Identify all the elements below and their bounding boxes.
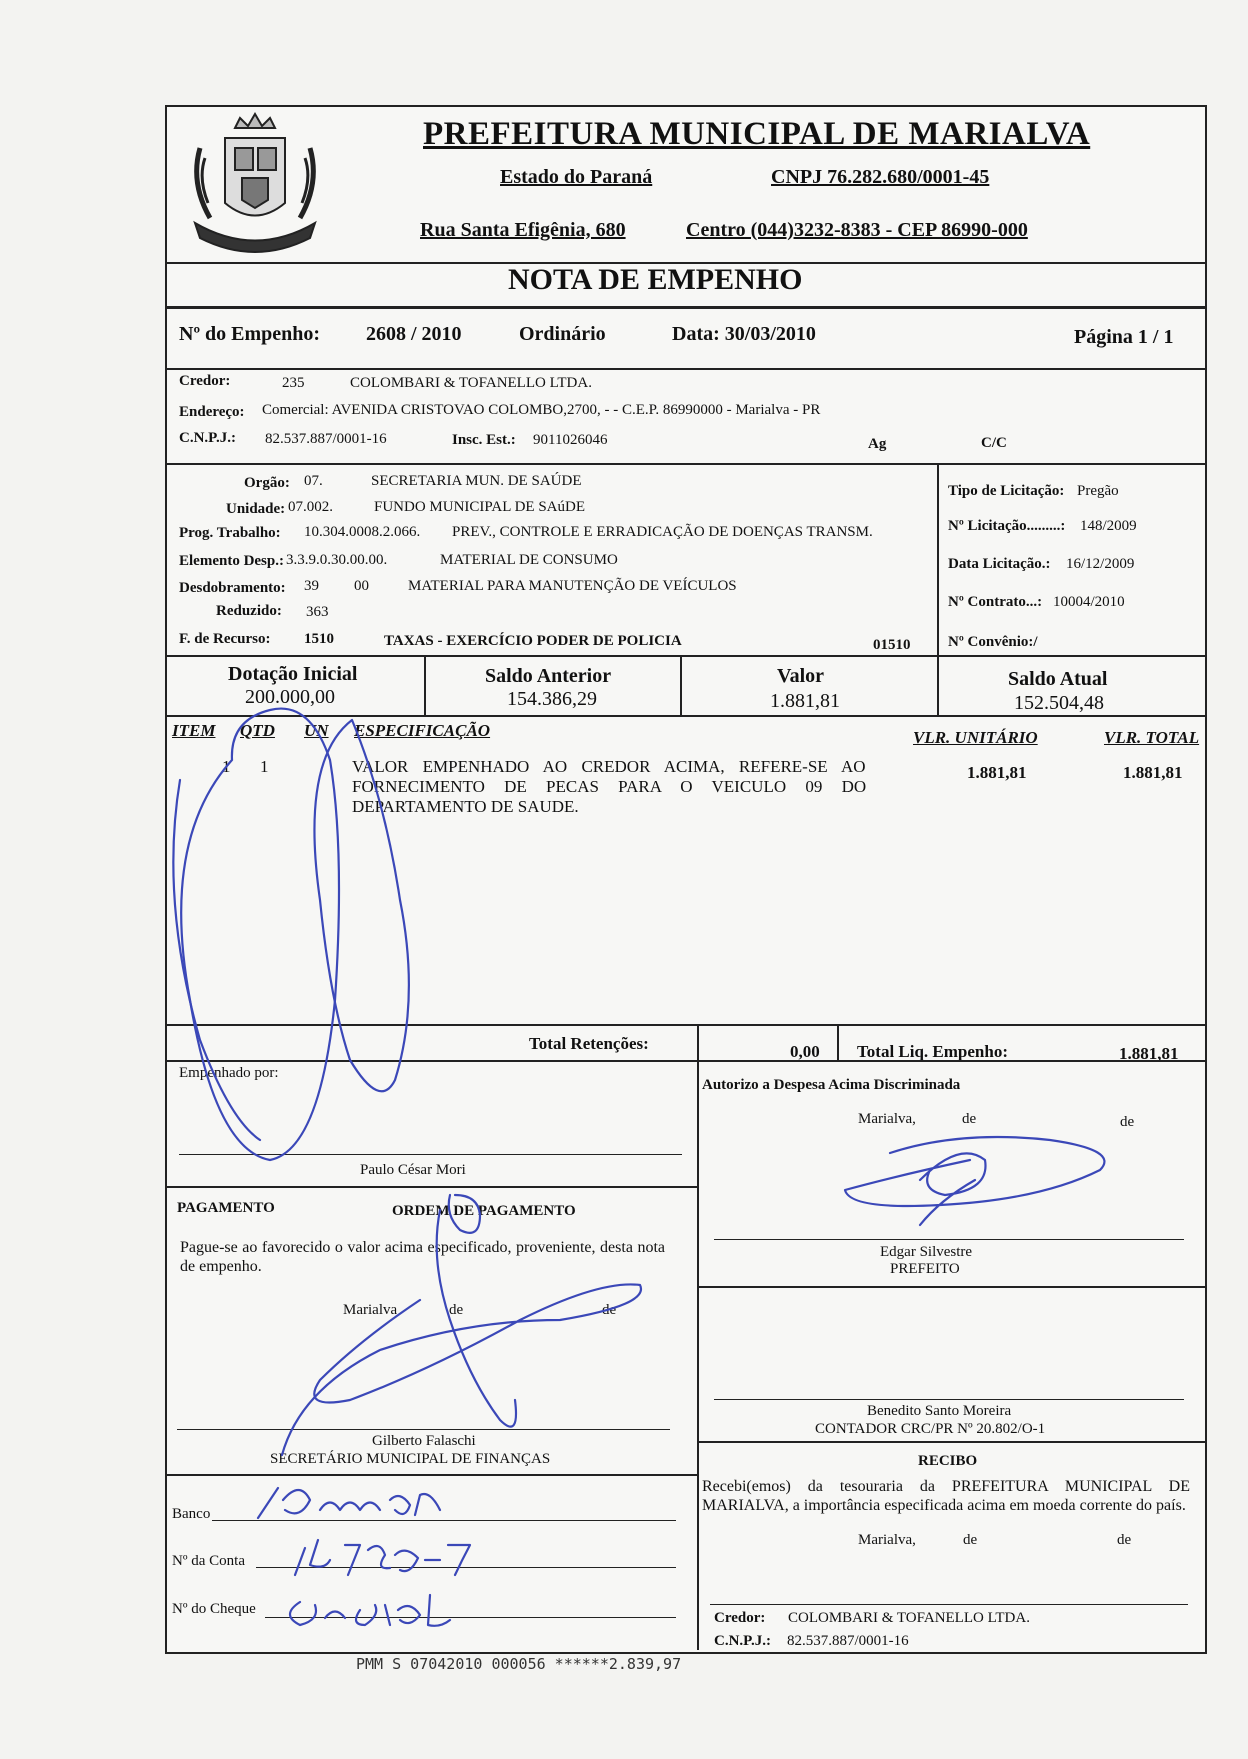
recurso-number: 01510	[873, 637, 911, 653]
prog-code: 10.304.0008.2.066.	[304, 524, 421, 540]
cnpj-label: C.N.P.J.:	[179, 430, 236, 446]
orgao-name: SECRETARIA MUN. DE SAÚDE	[371, 473, 582, 489]
loop-stroke	[314, 720, 408, 1091]
contrato-value: 10004/2010	[1053, 594, 1125, 610]
prefeito-title: PREFEITO	[890, 1261, 960, 1277]
numero-licitacao-label: Nº Licitação.........:	[948, 518, 1066, 534]
pagamento-text: Pague-se ao favorecido o valor acima especificado, proveniente, desta nota de empenho.	[180, 1239, 665, 1275]
payment-stamp: PMM S 07042010 000056 ******2.839,97	[356, 1655, 682, 1673]
unidade-label: Unidade:	[226, 501, 286, 517]
credor-code: 235	[282, 375, 305, 391]
loop-stroke	[181, 709, 339, 1160]
empenho-type: Ordinário	[519, 323, 606, 345]
item-unit-value: 1.881,81	[967, 763, 1027, 782]
convenio-label: Nº Convênio:/	[948, 634, 1038, 650]
recurso-label: F. de Recurso:	[179, 631, 271, 647]
autorizo-de-1: de	[962, 1111, 977, 1127]
total-liquido-label: Total Liq. Empenho:	[857, 1042, 1008, 1061]
elemento-code: 3.3.9.0.30.00.00.	[286, 552, 388, 568]
empenho-number: 2608 / 2010	[366, 323, 462, 345]
header-contact: Centro (044)3232-8383 - CEP 86990-000	[686, 219, 1028, 241]
pagamento-marialva: Marialva	[343, 1302, 398, 1318]
empenhado-por-name: Paulo César Mori	[360, 1162, 466, 1178]
cheque-handwriting	[290, 1595, 450, 1626]
desdobramento-label: Desdobramento:	[179, 580, 286, 596]
desdobramento-code2: 00	[354, 578, 369, 594]
conta-label: Nº da Conta	[172, 1553, 245, 1569]
tipo-licitacao-label: Tipo de Licitação:	[948, 483, 1065, 499]
retencoes-label: Total Retenções:	[529, 1034, 649, 1053]
col-vlr-unitario-header: VLR. UNITÁRIO	[913, 728, 1038, 747]
recibo-de-1: de	[963, 1532, 978, 1548]
endereco-value: Comercial: AVENIDA CRISTOVAO COLOMBO,2700, - - C.E.P. 86990000 - Marialva - PR	[262, 402, 821, 418]
secretario-name: Gilberto Falaschi	[372, 1433, 476, 1449]
item-qtd: 1	[260, 757, 269, 776]
desdobramento-name: MATERIAL PARA MANUTENÇÃO DE VEÍCULOS	[408, 578, 737, 594]
saldo-atual-value: 152.504,48	[1014, 692, 1104, 714]
item-total-value: 1.881,81	[1123, 763, 1183, 782]
orgao-label: Orgão:	[244, 475, 290, 491]
data-licitacao-label: Data Licitação.:	[948, 556, 1051, 572]
header-address: Rua Santa Efigênia, 680	[420, 219, 626, 241]
item-number: 1	[222, 757, 231, 776]
recibo-credor-name: COLOMBARI & TOFANELLO LTDA.	[788, 1610, 1030, 1626]
ag-label: Ag	[868, 436, 887, 452]
secretario-signature	[282, 1210, 641, 1455]
prog-label: Prog. Trabalho:	[179, 525, 281, 541]
recibo-credor-label: Credor:	[714, 1610, 766, 1626]
saldo-anterior-label: Saldo Anterior	[485, 665, 612, 687]
recibo-cnpj-label: C.N.P.J.:	[714, 1633, 771, 1649]
elemento-label: Elemento Desp.:	[179, 553, 284, 569]
page-title: PREFEITURA MUNICIPAL DE MARIALVA	[423, 116, 1091, 152]
recibo-label: RECIBO	[918, 1453, 978, 1469]
valor-value: 1.881,81	[770, 690, 840, 712]
recibo-cnpj-value: 82.537.887/0001-16	[787, 1633, 909, 1649]
col-vlr-total-header: VLR. TOTAL	[1104, 728, 1200, 747]
valor-label: Valor	[777, 665, 825, 687]
reduzido-value: 363	[306, 604, 329, 620]
empenho-date: Data: 30/03/2010	[672, 323, 816, 345]
retencoes-value: 0,00	[790, 1042, 820, 1061]
autorizo-text: Autorizo a Despesa Acima Discriminada	[702, 1077, 961, 1093]
cheque-label: Nº do Cheque	[172, 1601, 256, 1617]
empenhado-por-label: Empenhado por:	[179, 1065, 279, 1081]
state-name: Estado do Paraná	[500, 166, 653, 188]
page-number: Página 1 / 1	[1074, 326, 1174, 348]
conta-handwriting	[295, 1540, 470, 1575]
item-desc-line3: DEPARTAMENTO DE SAUDE.	[352, 797, 579, 816]
col-item-header: ITEM	[172, 721, 216, 740]
recibo-text: Recebi(emos) da tesouraria da PREFEITURA MUNICIPAL DE MARIALVA, a importância especificada acima em moeda corrente do país.	[702, 1478, 1190, 1514]
pagamento-label: PAGAMENTO	[177, 1200, 275, 1216]
credor-name: COLOMBARI & TOFANELLO LTDA.	[350, 375, 592, 391]
dotacao-value: 200.000,00	[245, 686, 335, 708]
pagamento-de-2: de	[602, 1302, 617, 1318]
recurso-code: 1510	[304, 631, 334, 647]
saldo-atual-label: Saldo Atual	[1008, 668, 1108, 690]
saldo-anterior-value: 154.386,29	[507, 688, 597, 710]
dotacao-label: Dotação Inicial	[228, 663, 358, 685]
reduzido-label: Reduzido:	[216, 603, 282, 619]
col-especificacao-header: ESPECIFICAÇÃO	[354, 721, 491, 740]
contador-title: CONTADOR CRC/PR Nº 20.802/O-1	[815, 1421, 1046, 1437]
total-liquido-value: 1.881,81	[1119, 1044, 1179, 1063]
recibo-marialva: Marialva,	[858, 1532, 916, 1548]
header-cnpj: CNPJ 76.282.680/0001-45	[771, 166, 990, 188]
contrato-label: Nº Contrato...:	[948, 594, 1043, 610]
banco-handwriting	[258, 1488, 440, 1518]
ordem-pagamento-label: ORDEM DE PAGAMENTO	[392, 1203, 576, 1219]
endereco-label: Endereço:	[179, 404, 245, 420]
col-un-header: UN	[304, 721, 329, 740]
secretario-title: SECRETÁRIO MUNICIPAL DE FINANÇAS	[270, 1451, 551, 1467]
item-desc-line2: FORNECIMENTO DE PECAS PARA O VEICULO 09 DO	[352, 777, 867, 796]
orgao-code: 07.	[304, 473, 323, 489]
loop-stroke	[173, 780, 260, 1140]
credor-cnpj: 82.537.887/0001-16	[265, 431, 387, 447]
insc-label: Insc. Est.:	[452, 432, 516, 448]
ordem-circle	[449, 1195, 480, 1233]
numero-licitacao-value: 148/2009	[1080, 518, 1137, 534]
autorizo-marialva: Marialva,	[858, 1111, 916, 1127]
tipo-licitacao-value: Pregão	[1077, 483, 1119, 499]
empenho-number-label: Nº do Empenho:	[179, 323, 321, 345]
prog-name: PREV., CONTROLE E ERRADICAÇÃO DE DOENÇAS TRANSM.	[452, 524, 873, 540]
recurso-name: TAXAS - EXERCÍCIO PODER DE POLICIA	[384, 633, 682, 649]
unidade-name: FUNDO MUNICIPAL DE SAúDE	[374, 499, 585, 515]
cc-label: C/C	[981, 435, 1007, 451]
pagamento-de-1: de	[449, 1302, 464, 1318]
credor-label: Credor:	[179, 373, 231, 389]
recibo-de-2: de	[1117, 1532, 1132, 1548]
desdobramento-code1: 39	[304, 578, 319, 594]
banco-label: Banco	[172, 1506, 211, 1522]
document-title: NOTA DE EMPENHO	[508, 263, 803, 296]
insc-value: 9011026046	[533, 432, 608, 448]
prefeito-name: Edgar Silvestre	[880, 1244, 973, 1260]
data-licitacao-value: 16/12/2009	[1066, 556, 1135, 572]
elemento-name: MATERIAL DE CONSUMO	[440, 552, 618, 568]
contador-name: Benedito Santo Moreira	[867, 1403, 1012, 1419]
prefeito-signature	[845, 1137, 1104, 1225]
col-qtd-header: QTD	[240, 721, 275, 740]
item-desc-line1: VALOR EMPENHADO AO CREDOR ACIMA, REFERE-SE AO	[352, 757, 866, 776]
autorizo-de-2: de	[1120, 1114, 1135, 1130]
unidade-code: 07.002.	[288, 499, 333, 515]
